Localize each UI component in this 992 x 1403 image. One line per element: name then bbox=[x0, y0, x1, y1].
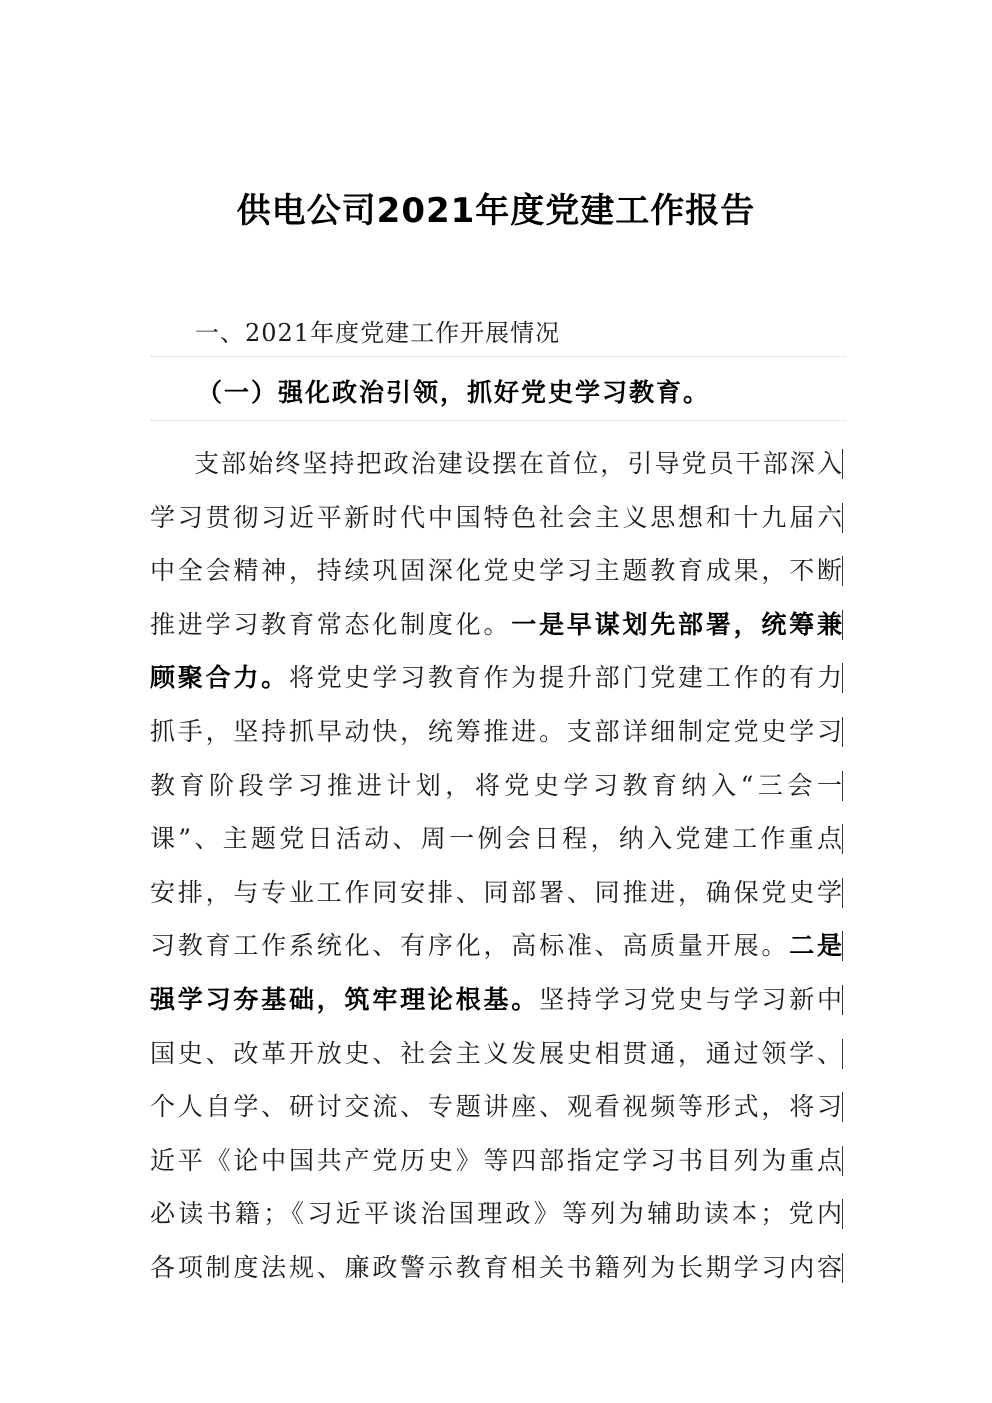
subsection-divider bbox=[150, 420, 846, 421]
text-run: 国史、改革开放史、社会主义发展史相贯通，通过领学、 bbox=[150, 1038, 842, 1068]
paragraph-line bbox=[150, 651, 842, 705]
margin-change-bar bbox=[842, 985, 843, 1015]
margin-change-bar bbox=[842, 503, 843, 533]
text-run: 安排，与专业工作同安排、同部署、同推进，确保党史学 bbox=[150, 877, 842, 907]
paragraph-line bbox=[150, 973, 842, 1027]
text-run: 个人自学、研讨交流、专题讲座、观看视频等形式，将习 bbox=[150, 1092, 842, 1122]
paragraph-line bbox=[150, 919, 842, 973]
margin-change-bar bbox=[842, 717, 843, 747]
margin-change-bar bbox=[842, 931, 843, 961]
margin-change-bar bbox=[842, 1039, 843, 1069]
text-run: 学习贯彻习近平新时代中国特色社会主义思想和十九届六 bbox=[150, 502, 842, 532]
paragraph-line bbox=[150, 705, 842, 759]
document-title: 供电公司2021年度党建工作报告 bbox=[236, 190, 756, 231]
text-run: 将党史学习教育作为提升部门党建工作的有力 bbox=[288, 663, 842, 693]
margin-change-bar bbox=[842, 1146, 843, 1176]
margin-change-bar bbox=[842, 824, 843, 854]
paragraph-line bbox=[150, 1134, 842, 1188]
text-run: 习教育工作系统化、有序化，高标准、高质量开展。 bbox=[150, 931, 790, 961]
paragraph-line bbox=[150, 1187, 842, 1241]
bold-text-run: 顾聚合力。 bbox=[150, 663, 289, 693]
section-heading: 一、2021年度党建工作开展情况 bbox=[195, 319, 561, 347]
bold-text-run: 二是 bbox=[789, 931, 842, 961]
bold-text-run: 一是早谋划先部署，统筹兼 bbox=[511, 609, 842, 639]
text-run: 推进学习教育常态化制度化。 bbox=[150, 609, 512, 639]
section-divider bbox=[150, 356, 846, 357]
paragraph-line bbox=[150, 491, 842, 545]
margin-change-bar bbox=[842, 1092, 843, 1122]
text-run: 近平《论中国共产党历史》等四部指定学习书目列为重点 bbox=[150, 1145, 842, 1175]
paragraph-line bbox=[150, 1027, 842, 1081]
margin-change-bar bbox=[842, 610, 843, 640]
margin-change-bar bbox=[842, 771, 843, 801]
margin-change-bar bbox=[842, 1199, 843, 1229]
text-run: 课”、主题党日活动、周一例会日程，纳入党建工作重点 bbox=[150, 824, 842, 854]
margin-change-bar bbox=[842, 663, 843, 693]
paragraph-line bbox=[150, 437, 842, 491]
text-run: 必读书籍；《习近平谈治国理政》等列为辅助读本；党内 bbox=[150, 1199, 842, 1229]
margin-change-bar bbox=[842, 1253, 843, 1283]
paragraph-line bbox=[150, 598, 842, 652]
subsection-heading: （一）强化政治引领，抓好党史学习教育。 bbox=[197, 378, 711, 407]
margin-change-bar bbox=[842, 556, 843, 586]
text-run: 坚持学习党史与学习新中 bbox=[539, 984, 842, 1014]
paragraph-line bbox=[150, 812, 842, 866]
paragraph-line bbox=[150, 544, 842, 598]
text-run: 各项制度法规、廉政警示教育相关书籍列为长期学习内容 bbox=[150, 1252, 842, 1282]
paragraph-line bbox=[150, 759, 842, 813]
paragraph-line bbox=[150, 1080, 842, 1134]
text-run: 教育阶段学习推进计划，将党史学习教育纳入“三会一 bbox=[150, 770, 842, 800]
margin-change-bar bbox=[842, 449, 843, 479]
paragraph-line bbox=[150, 866, 842, 920]
paragraph-line bbox=[150, 1241, 842, 1295]
text-run: 支部始终坚持把政治建设摆在首位，引导党员干部深入 bbox=[194, 449, 842, 478]
margin-change-bar bbox=[842, 878, 843, 908]
text-run: 中全会精神，持续巩固深化党史学习主题教育成果，不断 bbox=[150, 556, 842, 586]
bold-text-run: 强学习夯基础，筑牢理论根基。 bbox=[150, 984, 540, 1014]
body-paragraph bbox=[150, 437, 842, 1295]
text-run: 抓手，坚持抓早动快，统筹推进。支部详细制定党史学习 bbox=[150, 716, 842, 746]
